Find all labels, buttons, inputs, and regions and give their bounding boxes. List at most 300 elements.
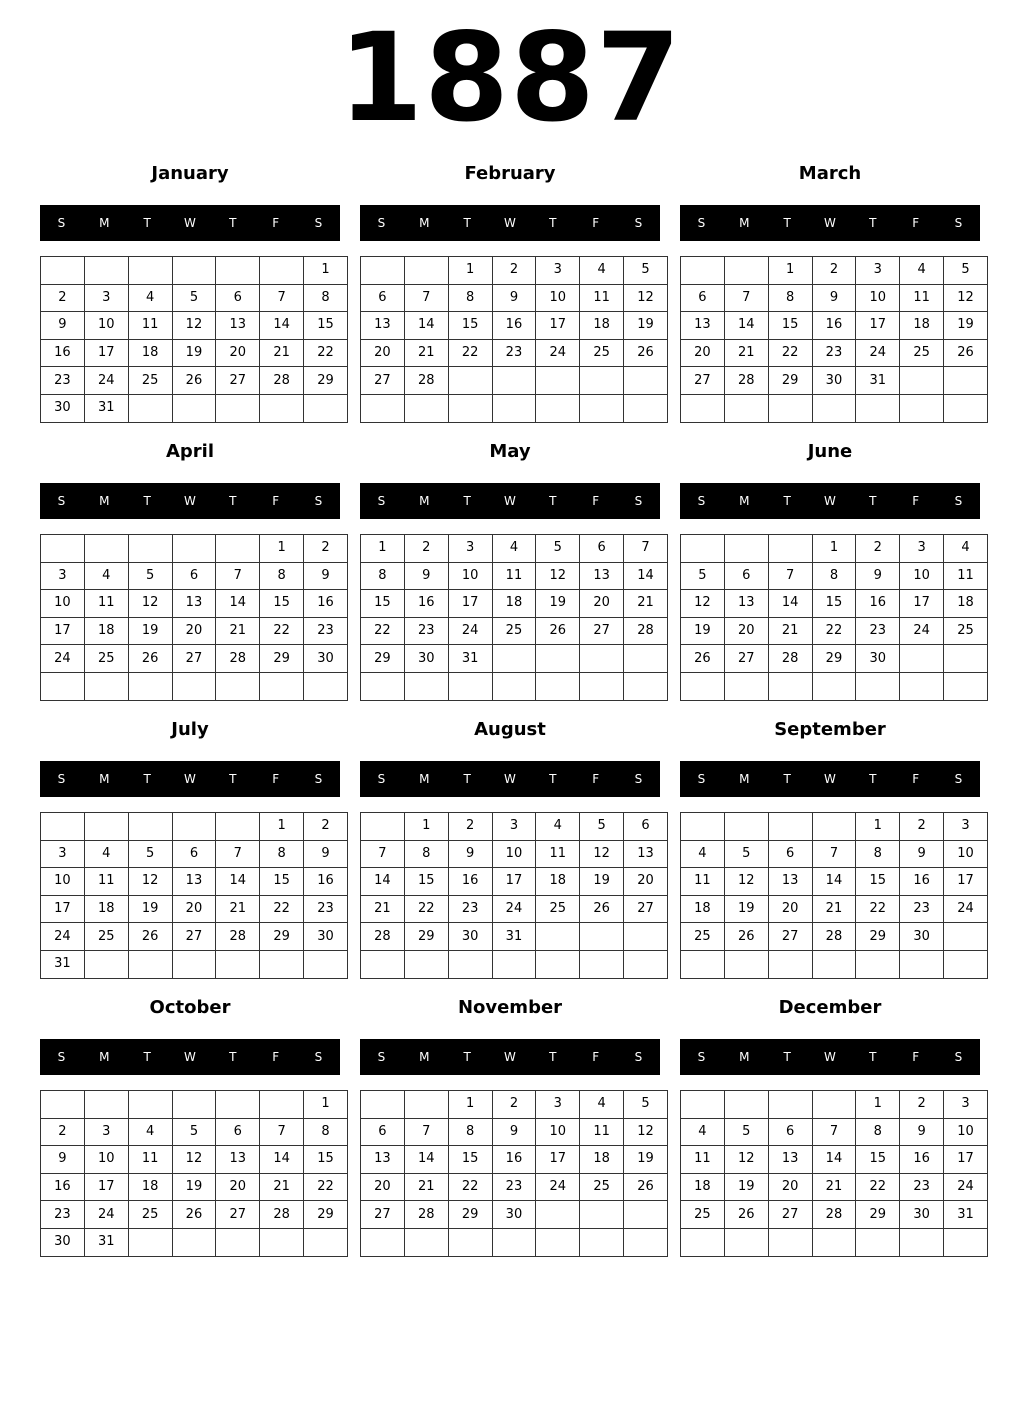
day-cell: 6 (624, 813, 668, 841)
empty-day-cell (900, 1228, 944, 1256)
weekday-label: T (869, 1050, 877, 1064)
day-cell: 23 (304, 617, 348, 645)
day-cell: 15 (448, 312, 492, 340)
week-row (41, 868, 348, 896)
weekday-label: S (634, 772, 643, 786)
day-cell: 19 (944, 312, 988, 340)
day-cell: 1 (856, 1091, 900, 1119)
month-name: April (165, 441, 215, 462)
day-cell: 26 (536, 617, 580, 645)
weekday-label: F (912, 216, 920, 230)
day-cell: 12 (172, 1146, 216, 1174)
weekday-label: M (419, 494, 430, 508)
day-cell: 27 (681, 367, 725, 395)
week-row (361, 813, 668, 841)
day-cell: 28 (404, 367, 448, 395)
day-cell: 7 (404, 284, 448, 312)
day-cell: 16 (304, 590, 348, 618)
day-cell: 23 (900, 1173, 944, 1201)
empty-day-cell (128, 257, 172, 285)
day-cell: 16 (304, 868, 348, 896)
weekday-label: S (377, 216, 386, 230)
day-cell: 9 (900, 1118, 944, 1146)
day-cell: 24 (41, 923, 85, 951)
day-cell: 21 (260, 339, 304, 367)
empty-day-cell (304, 1228, 348, 1256)
day-cell: 21 (361, 895, 405, 923)
day-cell: 6 (172, 840, 216, 868)
day-cell: 26 (172, 1201, 216, 1229)
weekday-header (40, 483, 340, 519)
empty-day-cell (856, 1228, 900, 1256)
weekday-label: T (869, 494, 877, 508)
month-name: January (151, 163, 229, 184)
day-grid (680, 812, 988, 979)
week-row (681, 1091, 988, 1119)
week-row (41, 813, 348, 841)
day-cell: 10 (492, 840, 536, 868)
day-cell: 15 (768, 312, 812, 340)
day-cell: 13 (624, 840, 668, 868)
week-row (361, 257, 668, 285)
day-cell: 15 (448, 1146, 492, 1174)
day-cell: 5 (128, 562, 172, 590)
week-row (681, 617, 988, 645)
empty-day-cell (900, 645, 944, 673)
empty-day-cell (361, 672, 405, 700)
day-cell: 14 (812, 1146, 856, 1174)
day-cell: 28 (216, 923, 260, 951)
day-cell: 17 (492, 868, 536, 896)
day-cell: 26 (724, 1201, 768, 1229)
week-row (361, 895, 668, 923)
day-cell: 30 (900, 1201, 944, 1229)
empty-day-cell (580, 672, 624, 700)
day-cell: 7 (812, 840, 856, 868)
day-cell: 16 (41, 1173, 85, 1201)
empty-day-cell (944, 645, 988, 673)
weekday-label: W (184, 494, 196, 508)
empty-day-cell (84, 813, 128, 841)
week-row (41, 645, 348, 673)
empty-day-cell (404, 1228, 448, 1256)
month-name: November (457, 997, 563, 1018)
day-cell: 11 (580, 1118, 624, 1146)
day-cell: 11 (492, 562, 536, 590)
day-cell: 30 (304, 645, 348, 673)
day-cell: 23 (492, 339, 536, 367)
week-row (361, 840, 668, 868)
day-cell: 18 (128, 1173, 172, 1201)
day-cell: 7 (260, 1118, 304, 1146)
day-cell: 13 (172, 590, 216, 618)
day-cell: 16 (900, 1146, 944, 1174)
week-row (361, 1118, 668, 1146)
month-name: December (778, 997, 882, 1018)
weekday-label: T (229, 772, 237, 786)
empty-day-cell (260, 394, 304, 422)
day-cell: 17 (900, 590, 944, 618)
empty-day-cell (856, 672, 900, 700)
empty-day-cell (172, 672, 216, 700)
day-cell: 27 (361, 367, 405, 395)
day-cell: 14 (260, 1146, 304, 1174)
empty-day-cell (768, 672, 812, 700)
weekday-label: W (824, 216, 836, 230)
day-cell: 30 (448, 923, 492, 951)
day-cell: 23 (492, 1173, 536, 1201)
day-cell: 7 (216, 840, 260, 868)
empty-day-cell (492, 672, 536, 700)
day-cell: 7 (768, 562, 812, 590)
day-cell: 30 (492, 1201, 536, 1229)
weekday-header (40, 1039, 340, 1075)
day-cell: 27 (724, 645, 768, 673)
day-cell: 19 (624, 312, 668, 340)
empty-day-cell (41, 672, 85, 700)
day-cell: 24 (536, 1173, 580, 1201)
day-cell: 10 (41, 590, 85, 618)
day-cell: 12 (944, 284, 988, 312)
day-cell: 15 (856, 868, 900, 896)
empty-day-cell (624, 367, 668, 395)
week-row (361, 339, 668, 367)
empty-day-cell (172, 950, 216, 978)
empty-day-cell (580, 923, 624, 951)
day-cell: 10 (41, 868, 85, 896)
day-cell: 20 (580, 590, 624, 618)
empty-day-cell (724, 257, 768, 285)
empty-day-cell (361, 257, 405, 285)
empty-day-cell (536, 645, 580, 673)
day-cell: 7 (812, 1118, 856, 1146)
week-row (41, 923, 348, 951)
day-cell: 12 (681, 590, 725, 618)
empty-day-cell (404, 394, 448, 422)
day-cell: 21 (404, 1173, 448, 1201)
week-row (361, 535, 668, 563)
week-row (361, 284, 668, 312)
empty-day-cell (768, 535, 812, 563)
weekday-label: M (99, 216, 110, 230)
empty-day-cell (580, 1201, 624, 1229)
day-cell: 2 (492, 1091, 536, 1119)
weekday-label: S (314, 1050, 323, 1064)
empty-day-cell (812, 813, 856, 841)
empty-day-cell (768, 1091, 812, 1119)
week-row (41, 535, 348, 563)
weekday-header (680, 483, 980, 519)
day-cell: 6 (361, 1118, 405, 1146)
day-cell: 2 (304, 535, 348, 563)
week-row (361, 312, 668, 340)
day-cell: 9 (448, 840, 492, 868)
day-cell: 26 (128, 645, 172, 673)
month-name: July (171, 719, 209, 740)
weekday-label: M (419, 216, 430, 230)
day-cell: 22 (856, 895, 900, 923)
month-name: May (489, 441, 531, 462)
weekday-label: W (504, 772, 516, 786)
day-cell: 5 (624, 1091, 668, 1119)
day-cell: 18 (84, 895, 128, 923)
week-row (681, 562, 988, 590)
weekday-label: F (592, 1050, 600, 1064)
week-row (361, 868, 668, 896)
day-cell: 1 (448, 1091, 492, 1119)
week-row (361, 672, 668, 700)
day-cell: 28 (404, 1201, 448, 1229)
day-cell: 15 (404, 868, 448, 896)
day-cell: 1 (812, 535, 856, 563)
week-row (681, 868, 988, 896)
day-grid (360, 1090, 668, 1257)
day-cell: 8 (304, 284, 348, 312)
day-cell: 3 (492, 813, 536, 841)
day-grid (680, 1090, 988, 1257)
week-row (41, 339, 348, 367)
weekday-label: M (739, 494, 750, 508)
day-cell: 13 (172, 868, 216, 896)
day-cell: 28 (768, 645, 812, 673)
weekday-label: S (954, 772, 963, 786)
day-cell: 8 (260, 562, 304, 590)
weekday-label: W (504, 1050, 516, 1064)
day-cell: 30 (856, 645, 900, 673)
weekday-label: S (377, 1050, 386, 1064)
empty-day-cell (580, 645, 624, 673)
weekday-label: T (229, 494, 237, 508)
empty-day-cell (448, 367, 492, 395)
day-cell: 13 (580, 562, 624, 590)
day-cell: 9 (856, 562, 900, 590)
week-row (41, 1146, 348, 1174)
weekday-label: S (634, 494, 643, 508)
day-cell: 4 (128, 284, 172, 312)
empty-day-cell (681, 672, 725, 700)
day-cell: 11 (681, 868, 725, 896)
day-cell: 5 (172, 284, 216, 312)
day-cell: 1 (304, 1091, 348, 1119)
day-cell: 3 (84, 284, 128, 312)
day-cell: 12 (128, 868, 172, 896)
day-cell: 17 (944, 1146, 988, 1174)
day-cell: 16 (856, 590, 900, 618)
weekday-label: F (912, 1050, 920, 1064)
day-cell: 28 (724, 367, 768, 395)
week-row (681, 284, 988, 312)
weekday-label: F (272, 772, 280, 786)
day-cell: 1 (361, 535, 405, 563)
empty-day-cell (724, 535, 768, 563)
day-cell: 19 (128, 895, 172, 923)
day-cell: 25 (580, 1173, 624, 1201)
weekday-label: W (824, 494, 836, 508)
empty-day-cell (260, 950, 304, 978)
empty-day-cell (812, 394, 856, 422)
day-cell: 5 (128, 840, 172, 868)
week-row (681, 312, 988, 340)
empty-day-cell (812, 1091, 856, 1119)
empty-day-cell (724, 1091, 768, 1119)
day-cell: 4 (536, 813, 580, 841)
month-name: March (798, 163, 862, 184)
day-cell: 15 (304, 1146, 348, 1174)
day-cell: 1 (856, 813, 900, 841)
weekday-header (40, 205, 340, 241)
empty-day-cell (944, 1228, 988, 1256)
day-cell: 19 (128, 617, 172, 645)
week-row (361, 1228, 668, 1256)
empty-day-cell (128, 672, 172, 700)
day-cell: 20 (216, 339, 260, 367)
day-cell: 11 (84, 868, 128, 896)
empty-day-cell (681, 950, 725, 978)
weekday-label: S (954, 494, 963, 508)
empty-day-cell (944, 923, 988, 951)
day-cell: 22 (304, 1173, 348, 1201)
day-cell: 28 (624, 617, 668, 645)
day-cell: 30 (900, 923, 944, 951)
day-cell: 24 (448, 617, 492, 645)
day-cell: 3 (944, 1091, 988, 1119)
day-cell: 2 (41, 284, 85, 312)
day-cell: 29 (361, 645, 405, 673)
empty-day-cell (536, 923, 580, 951)
weekday-label: T (463, 494, 471, 508)
day-cell: 28 (260, 367, 304, 395)
day-cell: 9 (812, 284, 856, 312)
day-cell: 24 (856, 339, 900, 367)
day-cell: 5 (536, 535, 580, 563)
weekday-label: T (229, 216, 237, 230)
weekday-label: T (783, 1050, 791, 1064)
day-cell: 23 (41, 367, 85, 395)
day-cell: 30 (41, 1228, 85, 1256)
week-row (681, 1118, 988, 1146)
day-cell: 25 (681, 923, 725, 951)
day-cell: 23 (41, 1201, 85, 1229)
week-row (681, 1201, 988, 1229)
day-cell: 25 (681, 1201, 725, 1229)
day-cell: 14 (216, 590, 260, 618)
day-cell: 12 (624, 284, 668, 312)
day-cell: 6 (681, 284, 725, 312)
day-cell: 25 (580, 339, 624, 367)
empty-day-cell (84, 950, 128, 978)
day-cell: 27 (361, 1201, 405, 1229)
day-cell: 17 (84, 339, 128, 367)
day-cell: 22 (361, 617, 405, 645)
day-cell: 3 (900, 535, 944, 563)
day-cell: 11 (128, 1146, 172, 1174)
empty-day-cell (172, 1091, 216, 1119)
day-cell: 11 (944, 562, 988, 590)
day-cell: 22 (856, 1173, 900, 1201)
empty-day-cell (724, 394, 768, 422)
day-cell: 13 (361, 312, 405, 340)
weekday-header (360, 205, 660, 241)
day-cell: 31 (944, 1201, 988, 1229)
empty-day-cell (900, 367, 944, 395)
month-name: October (149, 997, 231, 1018)
day-cell: 23 (404, 617, 448, 645)
day-cell: 9 (404, 562, 448, 590)
day-cell: 13 (216, 312, 260, 340)
day-cell: 25 (536, 895, 580, 923)
day-cell: 14 (768, 590, 812, 618)
day-cell: 15 (260, 868, 304, 896)
day-cell: 31 (84, 1228, 128, 1256)
day-cell: 17 (448, 590, 492, 618)
empty-day-cell (84, 257, 128, 285)
week-row (41, 1091, 348, 1119)
weekday-label: M (419, 772, 430, 786)
day-cell: 5 (172, 1118, 216, 1146)
empty-day-cell (580, 950, 624, 978)
day-cell: 19 (536, 590, 580, 618)
day-cell: 25 (944, 617, 988, 645)
day-cell: 31 (856, 367, 900, 395)
day-cell: 13 (768, 1146, 812, 1174)
day-cell: 1 (404, 813, 448, 841)
day-cell: 27 (768, 923, 812, 951)
day-cell: 8 (856, 1118, 900, 1146)
day-cell: 22 (448, 1173, 492, 1201)
day-cell: 25 (128, 1201, 172, 1229)
day-cell: 22 (812, 617, 856, 645)
day-cell: 16 (41, 339, 85, 367)
day-cell: 25 (492, 617, 536, 645)
day-cell: 19 (681, 617, 725, 645)
week-row (361, 394, 668, 422)
week-row (681, 339, 988, 367)
day-cell: 24 (900, 617, 944, 645)
week-row (681, 535, 988, 563)
day-cell: 21 (404, 339, 448, 367)
weekday-label: T (549, 772, 557, 786)
day-cell: 20 (724, 617, 768, 645)
day-cell: 22 (448, 339, 492, 367)
day-cell: 23 (900, 895, 944, 923)
day-cell: 9 (41, 1146, 85, 1174)
day-cell: 6 (361, 284, 405, 312)
weekday-label: S (377, 772, 386, 786)
empty-day-cell (536, 1201, 580, 1229)
empty-day-cell (260, 672, 304, 700)
weekday-label: T (463, 772, 471, 786)
day-cell: 8 (260, 840, 304, 868)
weekday-label: T (783, 494, 791, 508)
day-cell: 22 (404, 895, 448, 923)
day-cell: 1 (768, 257, 812, 285)
empty-day-cell (216, 1228, 260, 1256)
empty-day-cell (448, 1228, 492, 1256)
day-cell: 12 (724, 868, 768, 896)
weekday-label: S (57, 216, 66, 230)
day-cell: 5 (681, 562, 725, 590)
weekday-label: S (377, 494, 386, 508)
day-cell: 31 (84, 394, 128, 422)
week-row (681, 257, 988, 285)
day-cell: 26 (172, 367, 216, 395)
weekday-label: S (314, 494, 323, 508)
day-cell: 2 (41, 1118, 85, 1146)
day-cell: 28 (216, 645, 260, 673)
empty-day-cell (448, 950, 492, 978)
day-cell: 11 (128, 312, 172, 340)
week-row (361, 590, 668, 618)
